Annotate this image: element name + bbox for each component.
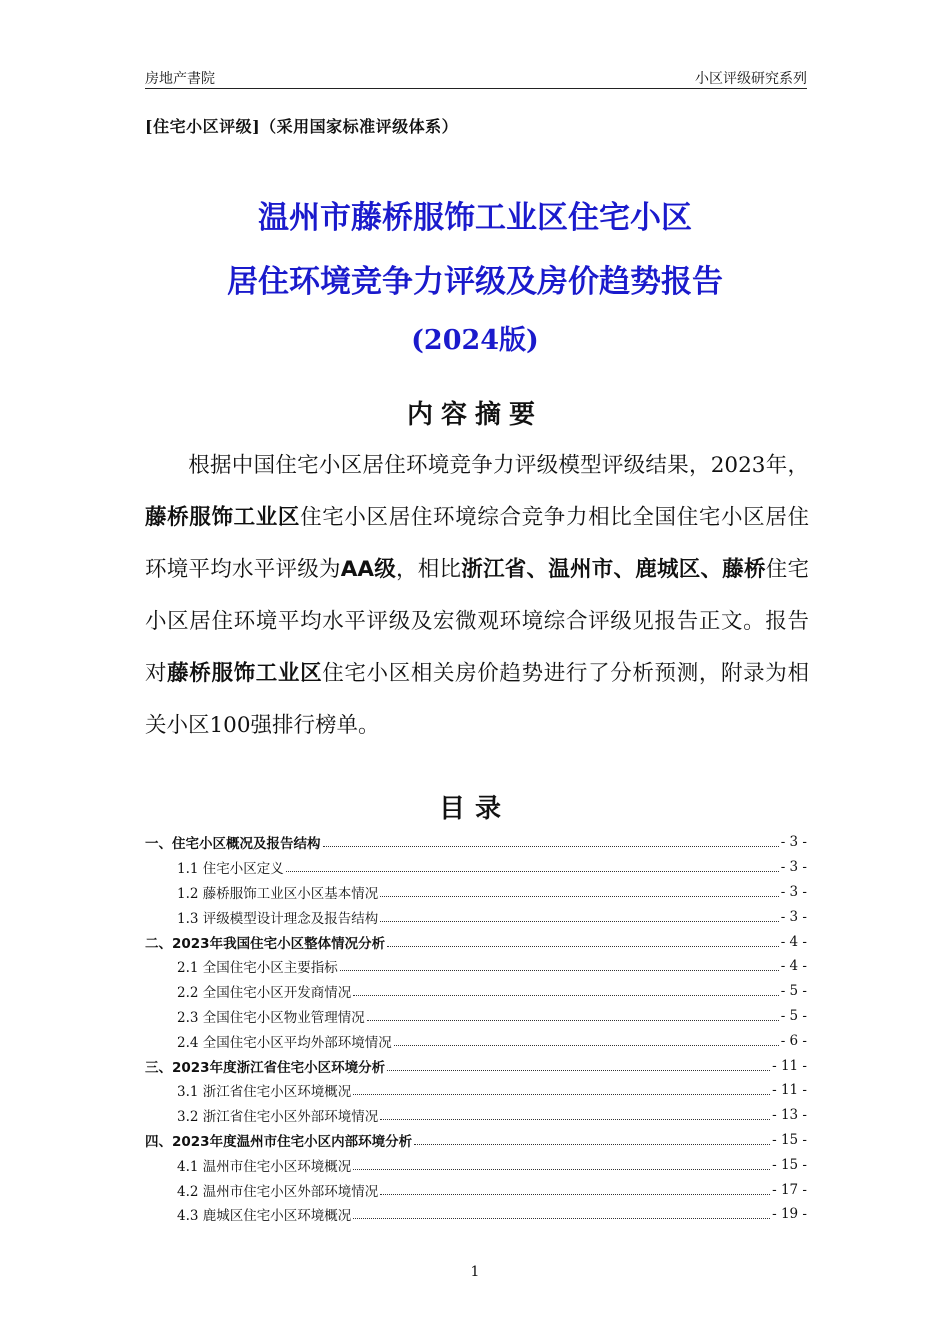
category-tag: [住宅小区评级]（采用国家标准评级体系）	[145, 117, 459, 136]
toc-leader-dots	[380, 1185, 770, 1195]
toc-entry-label: 4.3 鹿城区住宅小区环境概况	[177, 1208, 352, 1225]
title-edition: (2024版)	[411, 325, 539, 356]
toc-entry-page: - 4 -	[780, 958, 807, 975]
toc-entry-page: - 3 -	[780, 883, 807, 900]
abstract-text: 住宅小区居住环境平均水平评级及宏微观环境综合评级见报告正文。报告对	[145, 557, 809, 686]
toc-leader-dots	[367, 1011, 779, 1021]
toc-entry[interactable]	[145, 954, 807, 979]
toc-entry[interactable]	[145, 904, 807, 929]
toc-leader-dots	[414, 1135, 770, 1145]
abstract-emphasis: AA级	[340, 557, 397, 582]
toc-entry[interactable]	[145, 1078, 807, 1103]
page-header	[145, 66, 807, 89]
toc-entry-page: - 3 -	[780, 908, 807, 925]
toc-leader-dots	[353, 986, 778, 996]
toc-leader-dots	[380, 1110, 770, 1120]
toc-entry-label: 2.2 全国住宅小区开发商情况	[177, 985, 352, 1002]
toc-entry-page: - 13 -	[772, 1107, 807, 1124]
toc-leader-dots	[353, 1160, 770, 1170]
toc-entry-label: 2.3 全国住宅小区物业管理情况	[177, 1009, 365, 1026]
toc-entry-page: - 4 -	[780, 933, 807, 950]
abstract-emphasis: 浙江省、温州市、鹿城区、藤桥	[461, 557, 766, 582]
toc-entry-label: 三、2023年度浙江省住宅小区环境分析	[145, 1059, 386, 1076]
toc-leader-dots	[323, 837, 779, 847]
toc-entry[interactable]	[145, 880, 807, 905]
toc-entry-label: 2.4 全国住宅小区平均外部环境情况	[177, 1034, 392, 1051]
toc-entry[interactable]	[145, 1004, 807, 1029]
toc-entry[interactable]	[145, 1053, 807, 1078]
toc-entry[interactable]	[145, 929, 807, 954]
toc-entry[interactable]	[145, 1028, 807, 1053]
abstract-emphasis: 藤桥服饰工业区	[167, 661, 323, 686]
header-left: 房地产書院	[145, 71, 215, 87]
toc-leader-dots	[394, 1036, 779, 1046]
toc-entry-label: 4.2 温州市住宅小区外部环境情况	[177, 1183, 379, 1200]
toc-entry[interactable]	[145, 979, 807, 1004]
toc-entry-label: 1.3 评级模型设计理念及报告结构	[177, 910, 379, 927]
title-line-2: 居住环境竞争力评级及房价趋势报告	[227, 264, 723, 300]
toc-entry-page: - 11 -	[772, 1082, 807, 1099]
toc-entry[interactable]	[145, 1152, 807, 1177]
toc-entry-label: 1.2 藤桥服饰工业区小区基本情况	[177, 885, 379, 902]
toc-entry-page: - 19 -	[772, 1206, 807, 1223]
toc-entry-label: 3.2 浙江省住宅小区外部环境情况	[177, 1109, 379, 1126]
toc-leader-dots	[380, 887, 778, 897]
toc-entry-page: - 11 -	[772, 1057, 807, 1074]
toc-entry-page: - 5 -	[780, 983, 807, 1000]
toc-entry[interactable]	[145, 1103, 807, 1128]
toc-leader-dots	[286, 862, 779, 872]
abstract-text: ，相比	[396, 557, 462, 582]
abstract-heading: 内容摘要	[406, 400, 543, 430]
abstract-text: 住宅小区居住环境综合竞争力相比全国住宅小区居住环境平均水平评级为	[145, 505, 809, 582]
toc-leader-dots	[387, 937, 779, 947]
toc-leader-dots	[380, 912, 778, 922]
toc-leader-dots	[340, 961, 779, 971]
header-right: 小区评级研究系列	[695, 71, 807, 87]
toc-heading: 目录	[438, 794, 511, 824]
toc-entry-label: 4.1 温州市住宅小区环境概况	[177, 1158, 352, 1175]
page-number: 1	[470, 1264, 480, 1280]
abstract-text: 住宅小区相关房价趋势进行了分析预测，附录为相关小区100强排行榜单。	[145, 661, 809, 738]
toc-entry[interactable]	[145, 830, 807, 855]
toc-leader-dots	[387, 1061, 770, 1071]
toc-entry-label: 二、2023年我国住宅小区整体情况分析	[145, 935, 386, 952]
toc-entry-page: - 5 -	[780, 1007, 807, 1024]
abstract-emphasis: 藤桥服饰工业区	[145, 505, 301, 530]
toc-entry[interactable]	[145, 1177, 807, 1202]
toc-entry[interactable]	[145, 1202, 807, 1227]
toc-entry-label: 3.1 浙江省住宅小区环境概况	[177, 1084, 352, 1101]
toc-entry-page: - 3 -	[780, 834, 807, 851]
toc-entry[interactable]	[145, 1128, 807, 1153]
toc-leader-dots	[353, 1209, 770, 1219]
abstract-body	[145, 440, 809, 752]
toc-entry-page: - 6 -	[780, 1032, 807, 1049]
toc-entry-label: 一、住宅小区概况及报告结构	[145, 836, 321, 853]
toc-leader-dots	[353, 1085, 770, 1095]
toc-entry-label: 2.1 全国住宅小区主要指标	[177, 960, 338, 977]
toc-entry-page: - 3 -	[780, 859, 807, 876]
table-of-contents	[145, 830, 807, 1227]
toc-entry[interactable]	[145, 855, 807, 880]
toc-entry-label: 1.1 住宅小区定义	[177, 861, 284, 878]
title-line-1: 温州市藤桥服饰工业区住宅小区	[258, 200, 692, 236]
toc-entry-page: - 15 -	[772, 1131, 807, 1148]
toc-entry-page: - 17 -	[772, 1181, 807, 1198]
toc-entry-page: - 15 -	[772, 1156, 807, 1173]
abstract-text: 根据中国住宅小区居住环境竞争力评级模型评级结果，2023年，	[188, 453, 809, 478]
toc-entry-label: 四、2023年度温州市住宅小区内部环境分析	[145, 1133, 413, 1150]
